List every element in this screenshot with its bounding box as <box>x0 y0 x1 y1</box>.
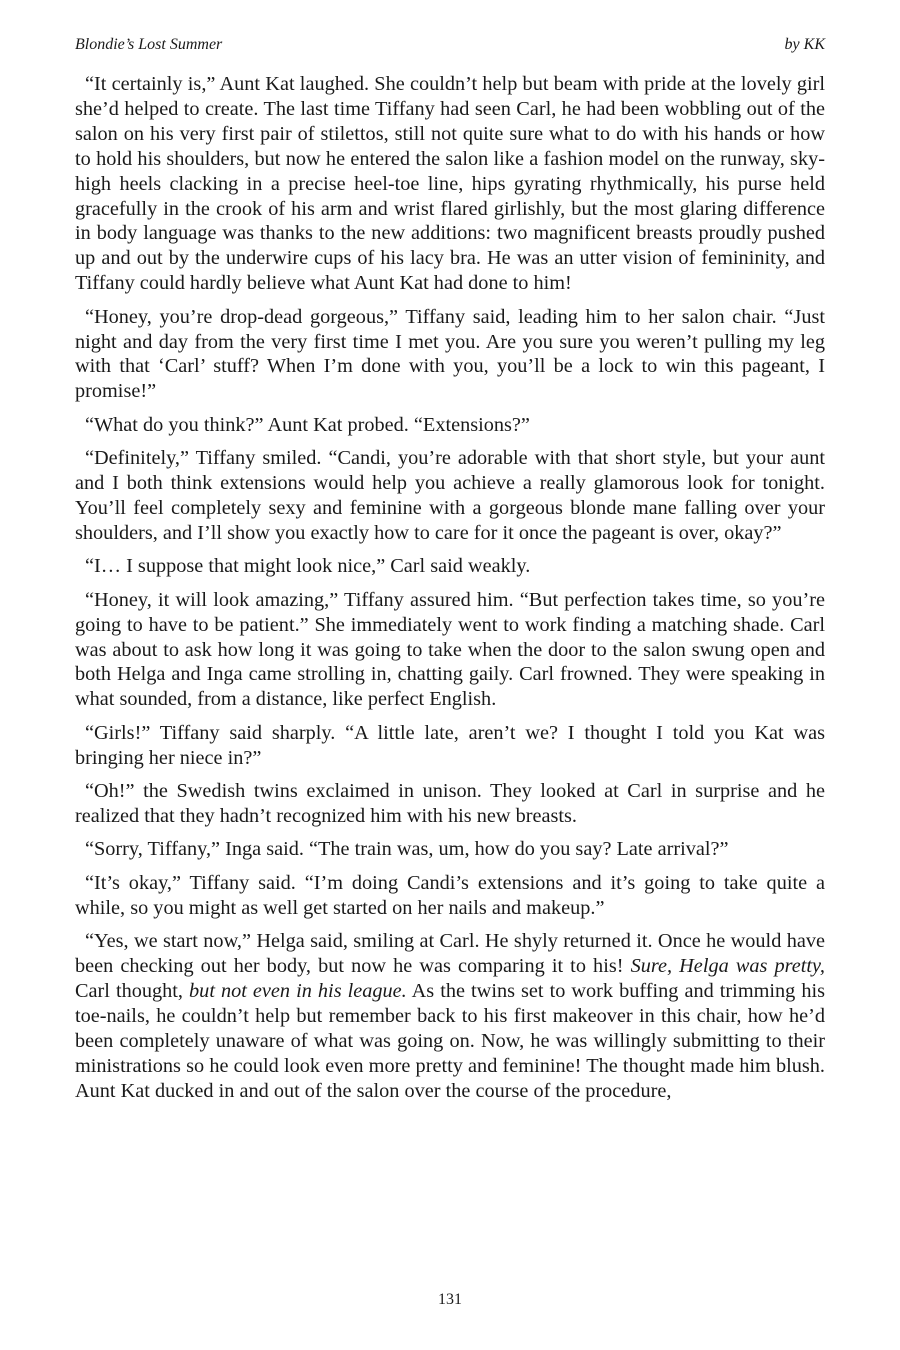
text-run: “Oh!” the Swedish twins exclaimed in unison. They looked at Carl in surprise and he realized that they hadn’t recognized him with his new breasts. <box>75 780 825 827</box>
paragraph <box>75 446 825 546</box>
paragraph <box>75 72 825 296</box>
text-run: Carl thought, <box>75 979 190 1002</box>
paragraph <box>75 837 825 862</box>
paragraph <box>75 588 825 713</box>
italic-text: Sure, Helga was pretty, <box>630 955 825 977</box>
text-run: “Sorry, Tiffany,” Inga said. “The train was, um, how do you say? Late arrival?” <box>85 838 729 861</box>
text-run: “Honey, you’re drop-dead gorgeous,” Tiffany said, leading him to her salon chair. “Just night and day from the very first time I met you. Are you sure you weren’t pulling my leg with that ‘Carl’ stuff? When I’m done with you, you’ll be a lock to win this pageant, I promise!” <box>75 305 825 403</box>
text-run: “Definitely,” Tiffany smiled. “Candi, you’re adorable with that short style, but your aunt and I both think extensions would help you achieve a really glamorous look for tonight. You’ll feel completely sexy and feminine with a gorgeous blonde mane falling over your shoulders, and I’ll show you exactly how to care for it once the pageant is over, okay?” <box>75 447 825 544</box>
page-number: 131 <box>438 1291 462 1308</box>
text-run: “It’s okay,” Tiffany said. “I’m doing Candi’s extensions and it’s going to take quite a while, so you might as well get started on her nails and makeup.” <box>75 871 825 919</box>
paragraph <box>75 413 825 438</box>
paragraph <box>75 871 825 921</box>
paragraph <box>75 305 825 405</box>
text-run: “Girls!” Tiffany said sharply. “A little late, aren’t we? I thought I told you Kat was bringing her niece in?” <box>75 721 825 769</box>
text-run: “Yes, we start now,” Helga said, smiling at Carl. He shyly returned it. Once he would have been checking out her body, but now he was comparing it to his! <box>75 930 825 977</box>
paragraph <box>75 554 825 579</box>
text-run: “I… I suppose that might look nice,” Carl said weakly. <box>85 555 531 578</box>
text-run: As the twins set to work buffing and trimming his toe-nails, he couldn’t help but remember back to his first makeover in this chair, how he’d been completely unaware of what was going on. Now, he was willingly submitting to their ministrations so he could look even more pretty and feminine! The thought made him blush. Aunt Kat ducked in and out of the salon over the course of the procedure, <box>75 979 825 1102</box>
text-run: “Honey, it will look amazing,” Tiffany assured him. “But perfection takes time, so you’re going to have to be patient.” She immediately went to work finding a matching shade. Carl was about to ask how long it was going to take when the door to the salon swung open and both Helga and Inga came strolling in, chatting gaily. Carl frowned. They were speaking in what sounded, from a distance, like perfect English. <box>75 588 825 711</box>
body-text <box>75 72 825 1112</box>
italic-text: but not even in his league. <box>189 979 407 1002</box>
text-run: “What do you think?” Aunt Kat probed. “Extensions?” <box>85 413 530 436</box>
text-run: “It certainly is,” Aunt Kat laughed. She couldn’t help but beam with pride at the lovely girl she’d helped to create. The last time Tiffany had seen Carl, he had been wobbling out of the salon on his very first pair of stilettos, still not quite sure what to do with his hands or how to hold his shoulders, but now he entered the salon like a fashion model on the runway, sky-high heels clacking in a precise heel-toe line, hips gyrating rhythmically, his purse held gracefully in the crook of his arm and wrist flared girlishly, but the most glaring difference in body language was thanks to the new additions: two magnificent breasts proudly pushed up and out by the underwire cups of his lacy bra. He was an utter vision of femininity, and Tiffany could hardly believe what Aunt Kat had done to him! <box>75 73 825 295</box>
author-credit: by KK <box>784 36 825 53</box>
book-title: Blondie’s Lost Summer <box>75 36 223 53</box>
paragraph <box>75 929 825 1103</box>
paragraph <box>75 721 825 771</box>
paragraph <box>75 779 825 829</box>
running-header <box>75 36 825 58</box>
